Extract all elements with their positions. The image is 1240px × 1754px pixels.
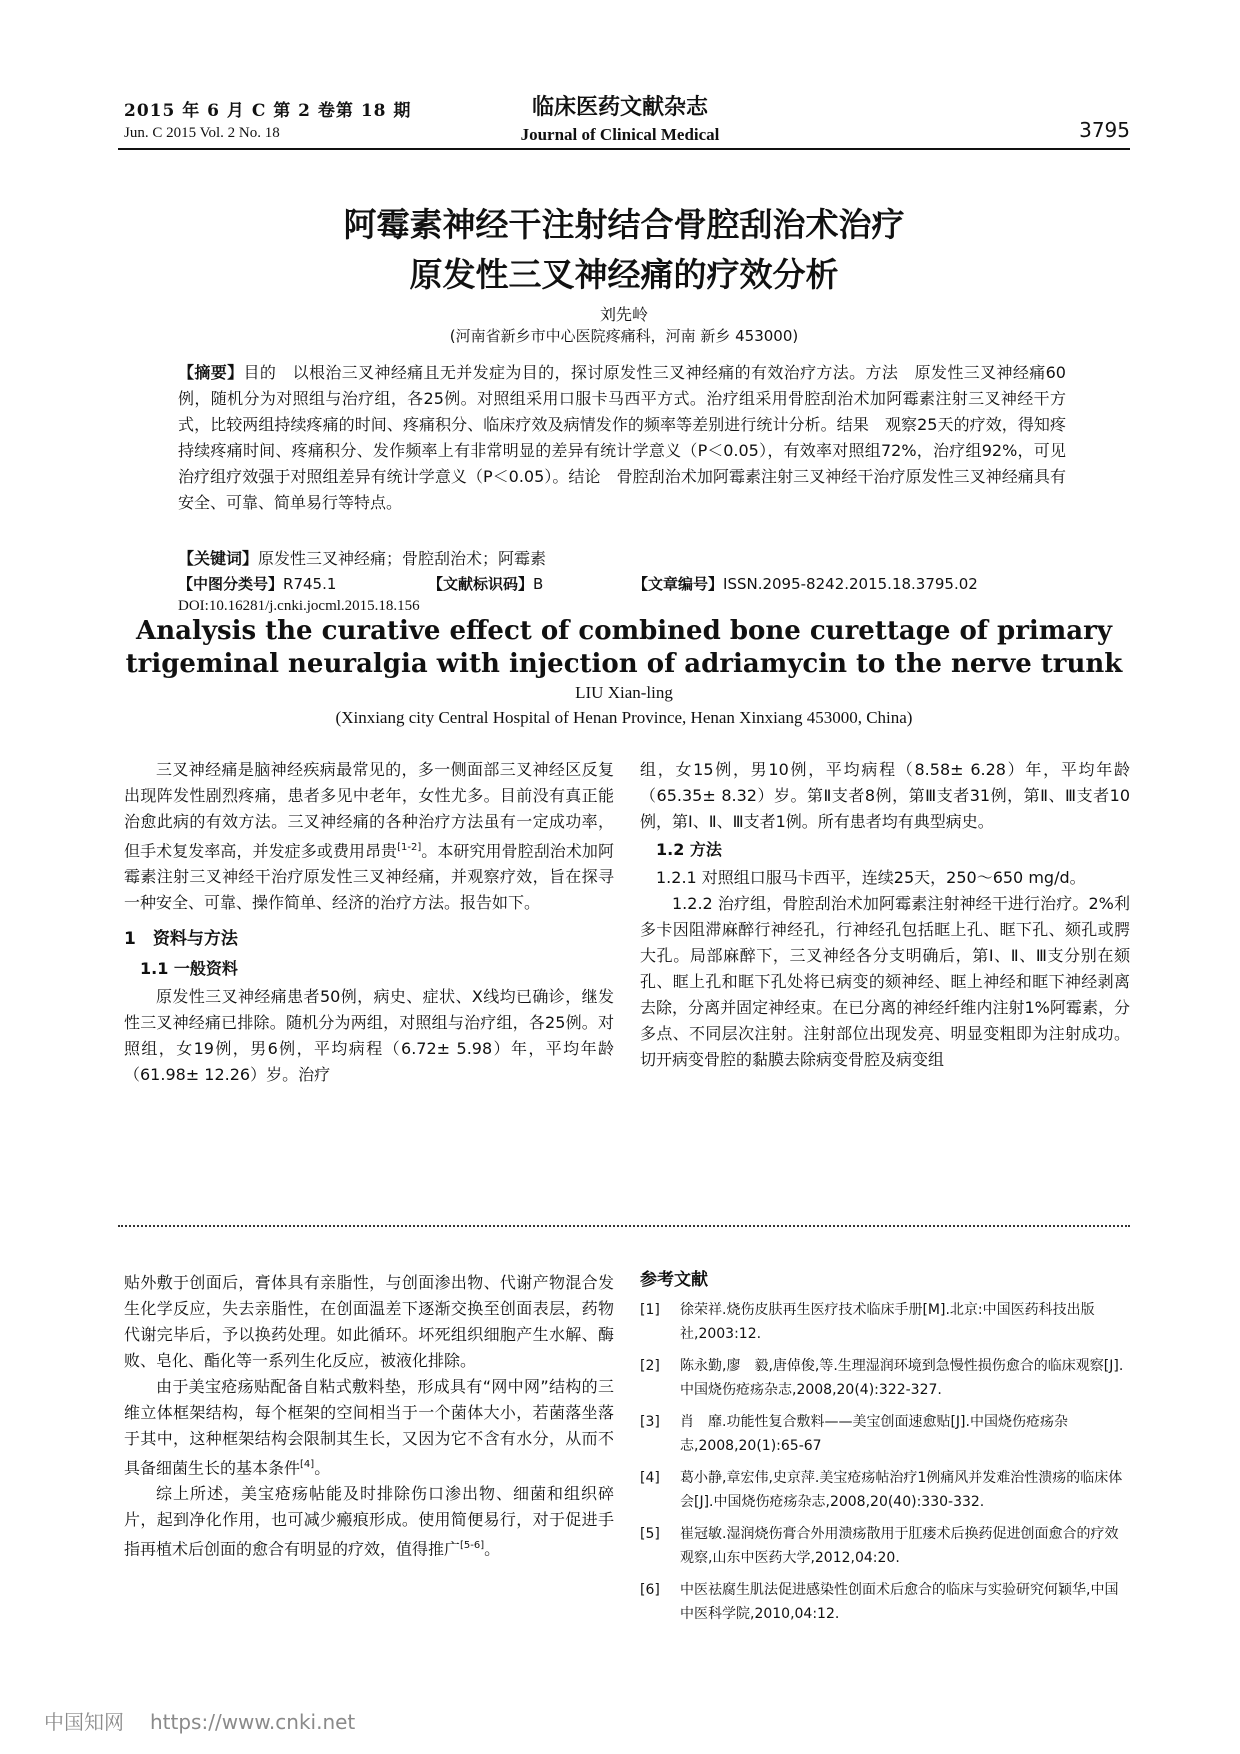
cnki-watermark (44, 1706, 644, 1735)
abstract-text: 目的 以根治三叉神经痛且无并发症为目的，探讨原发性三叉神经痛的有效治疗方法。方法 原发性三叉神经痛60例，随机分为对照组与治疗组，各25例。对照组采用口服卡马西平方式。治疗组采用骨腔刮治术加阿霉素注射三叉神经干方式，比较两组持续疼痛的时间、疼痛积分、临床疗效及病情发作的频率等差别进行统计分析。结果 观察25天的疗效，得知疼持续疼痛时间、疼痛积分、发作频率上有非常明显的差异有统计学意义（P＜0.05），有效率对照组72%，治疗组92%，可见治疗组疗效强于对照组差异有统计学意义（P＜0.05）。结论 骨腔刮治术加阿霉素注射三叉神经干治疗原发性三叉神经痛具有安全、可靠、简单易行等特点。 (178, 363, 1066, 512)
abstract (178, 360, 1066, 516)
reference-item: [2] 陈永勤,廖 毅,唐倬俊,等.生理湿润环境到急慢性损伤愈合的临床观察[J].中国烧伤疮疡杂志,2008,20(4):322-327. (640, 1358, 1124, 1398)
intro-paragraph: 三叉神经痛是脑神经疾病最常见的，多一侧面部三叉神经区反复出现阵发性剧烈疼痛，患者多见中老年，女性尤多。目前没有真正能治愈此病的有效方法。三叉神经痛的各种治疗方法虽有一定成功率，但手术复发率高，并发症多或费用昂贵[1-2]。本研究用骨腔刮治术加阿霉素注射三叉神经干治疗原发性三叉神经痛，并观察疗效，旨在探寻一种安全、可靠、操作简单、经济的治疗方法。报告如下。 (124, 760, 614, 913)
keywords (178, 546, 1066, 569)
affiliation-cn: (河南省新乡市中心医院疼痛科，河南 新乡 453000) (449, 327, 799, 345)
keywords-text: 原发性三叉神经痛；骨腔刮治术；阿霉素 (258, 549, 547, 568)
doccode-value: B (533, 575, 544, 593)
clc-value: R745.1 (283, 575, 337, 593)
section-separator (118, 1225, 1130, 1227)
keywords-label: 【关键词】 (178, 549, 259, 568)
author-cn: 刘先岭 (599, 305, 648, 324)
articleno-value: ISSN.2095-8242.2015.18.3795.02 (723, 575, 978, 593)
references (640, 1268, 1130, 1634)
articleno-label: 【文章编号】 (633, 575, 724, 593)
subsection-heading: 1.1 一般资料 (140, 959, 238, 979)
doi: DOI:10.16281/j.cnki.jocml.2015.18.156 (178, 598, 420, 614)
subsection-heading-methods: 1.2 方法 (656, 840, 722, 859)
paragraph: 贴外敷于创面后，膏体具有亲脂性，与创面渗出物、代谢产物混合发生化学反应，失去亲脂性，在创面温差下逐渐交换至创面表层，药物代谢完毕后，予以换药处理。如此循环。坏死组织细胞产生水解、酶败、皂化、酯化等一系列生化反应，被液化排除。 (124, 1273, 614, 1370)
title-en-line1: Analysis the curative effect of combined bone curettage of primary (136, 616, 1112, 646)
cnki-brand: 中国知网 (44, 1710, 124, 1734)
method-control: 1.2.1 对照组口服马卡西平，连续25天，250～650 mg/d。 (656, 868, 1086, 887)
citation: [5-6] (460, 1540, 485, 1552)
affiliation-en: (Xinxiang city Central Hospital of Henan Province, Henan Xinxiang 453000, China) (335, 708, 913, 727)
reference-item: [4] 葛小静,章宏伟,史京萍.美宝疮疡帖治疗1例痛风并发难治性溃疡的临床体会[J].中国烧伤疮疡杂志,2008,20(40):330-332. (640, 1470, 1123, 1510)
method-treatment: 1.2.2 治疗组，骨腔刮治术加阿霉素注射神经干进行治疗。2%利多卡因阻滞麻醉行神经孔，行神经孔包括眶上孔、眶下孔、颏孔或腭大孔。局部麻醉下，三叉神经各分支明确后，第Ⅰ、Ⅱ、Ⅲ支分别在颏孔、眶上孔和眶下孔处将已病变的颏神经、眶上神经和眶下神经剥离去除，分离并固定神经束。在已分离的神经纤维内注射1%阿霉素，分多点、不同层次注射。注射部位出现发亮、明显变粗即为注射成功。切开病变骨腔的黏膜去除病变骨腔及病变组 (640, 894, 1130, 1069)
issue-en: Jun. C 2015 Vol. 2 No. 18 (124, 125, 280, 141)
section-heading: 1 资料与方法 (124, 929, 238, 950)
general-data-paragraph: 原发性三叉神经痛患者50例，病史、症状、X线均已确诊，继发性三叉神经痛已排除。随机分为两组，对照组与治疗组，各25例。对照组，女19例，男6例，平均病程（6.72± 5.98）年，平均年龄（61.98± 12.26）岁。治疗 (124, 987, 614, 1085)
classification-line (178, 573, 1078, 594)
reference-item: [5] 崔冠敏.湿润烧伤膏合外用溃疡散用于肛瘘术后换药促进创面愈合的疗效观察,山东中医药大学,2012,04:20. (640, 1526, 1119, 1566)
page-number: 3795 (1079, 118, 1130, 142)
journal-issue-info (124, 96, 444, 142)
header-rule (118, 148, 1130, 150)
article-title-en (118, 615, 1130, 681)
body-left-column (124, 757, 614, 1088)
abstract-label: 【摘要】 (178, 363, 244, 382)
title-en-line2: trigeminal neuralgia with injection of adriamycin to the nerve trunk (125, 649, 1123, 679)
body-right-column (640, 757, 1130, 1073)
journal-name-cn: 临床医药文献杂志 (531, 95, 708, 120)
reference-item: [6] 中医祛腐生肌法促进感染性创面术后愈合的临床与实验研究何颖华,中国中医科学院,2010,04:12. (640, 1582, 1119, 1622)
article-title-cn (118, 200, 1130, 300)
citation: [1-2] (397, 842, 422, 853)
general-data-continued: 组，女15例，男10例，平均病程（8.58± 6.28）年，平均年龄（65.35± 8.32）岁。第Ⅱ支者8例，第Ⅲ支者31例，第Ⅱ、Ⅲ支者10例，第Ⅰ、Ⅱ、Ⅲ支者1例。所有患者均有典型病史。 (640, 760, 1130, 831)
clc-label: 【中图分类号】 (178, 575, 284, 593)
citation: [4] (300, 1459, 315, 1470)
journal-name (440, 90, 800, 145)
references-heading: 参考文献 (640, 1270, 708, 1290)
author-en: LIU Xian-ling (575, 683, 673, 702)
paragraph: 综上所述，美宝疮疡帖能及时排除伤口渗出物、细菌和组织碎片，起到净化作用，也可减少瘢痕形成。使用简便易行，对于促进手指再植术后创面的愈合有明显的疗效，值得推广[5-6]。 (124, 1484, 614, 1559)
doccode-label: 【文献标识码】 (428, 575, 534, 593)
lower-left-column (124, 1270, 614, 1563)
issue-cn: 2015 年 6 月 C 第 2 卷第 18 期 (124, 101, 412, 121)
title-cn-line1: 阿霉素神经干注射结合骨腔刮治术治疗 (343, 205, 905, 244)
cnki-url[interactable]: https://www.cnki.net (150, 1710, 356, 1734)
title-cn-line2: 原发性三叉神经痛的疗效分析 (409, 255, 839, 294)
paragraph: 由于美宝疮疡贴配备自粘式敷料垫，形成具有“网中网”结构的三维立体框架结构，每个框架的空间相当于一个菌体大小，若菌落坐落于其中，这种框架结构会限制其生长，又因为它不含有水分，从而不具备细菌生长的基本条件[4]。 (124, 1377, 614, 1478)
reference-item: [3] 肖 靡.功能性复合敷料——美宝创面速愈贴[J].中国烧伤疮疡杂志,2008,20(1):65-67 (640, 1414, 1068, 1454)
journal-name-en: Journal of Clinical Medical (520, 125, 720, 144)
reference-item: [1] 徐荣祥.烧伤皮肤再生医疗技术临床手册[M].北京:中国医药科技出版社,2003:12. (640, 1302, 1095, 1342)
